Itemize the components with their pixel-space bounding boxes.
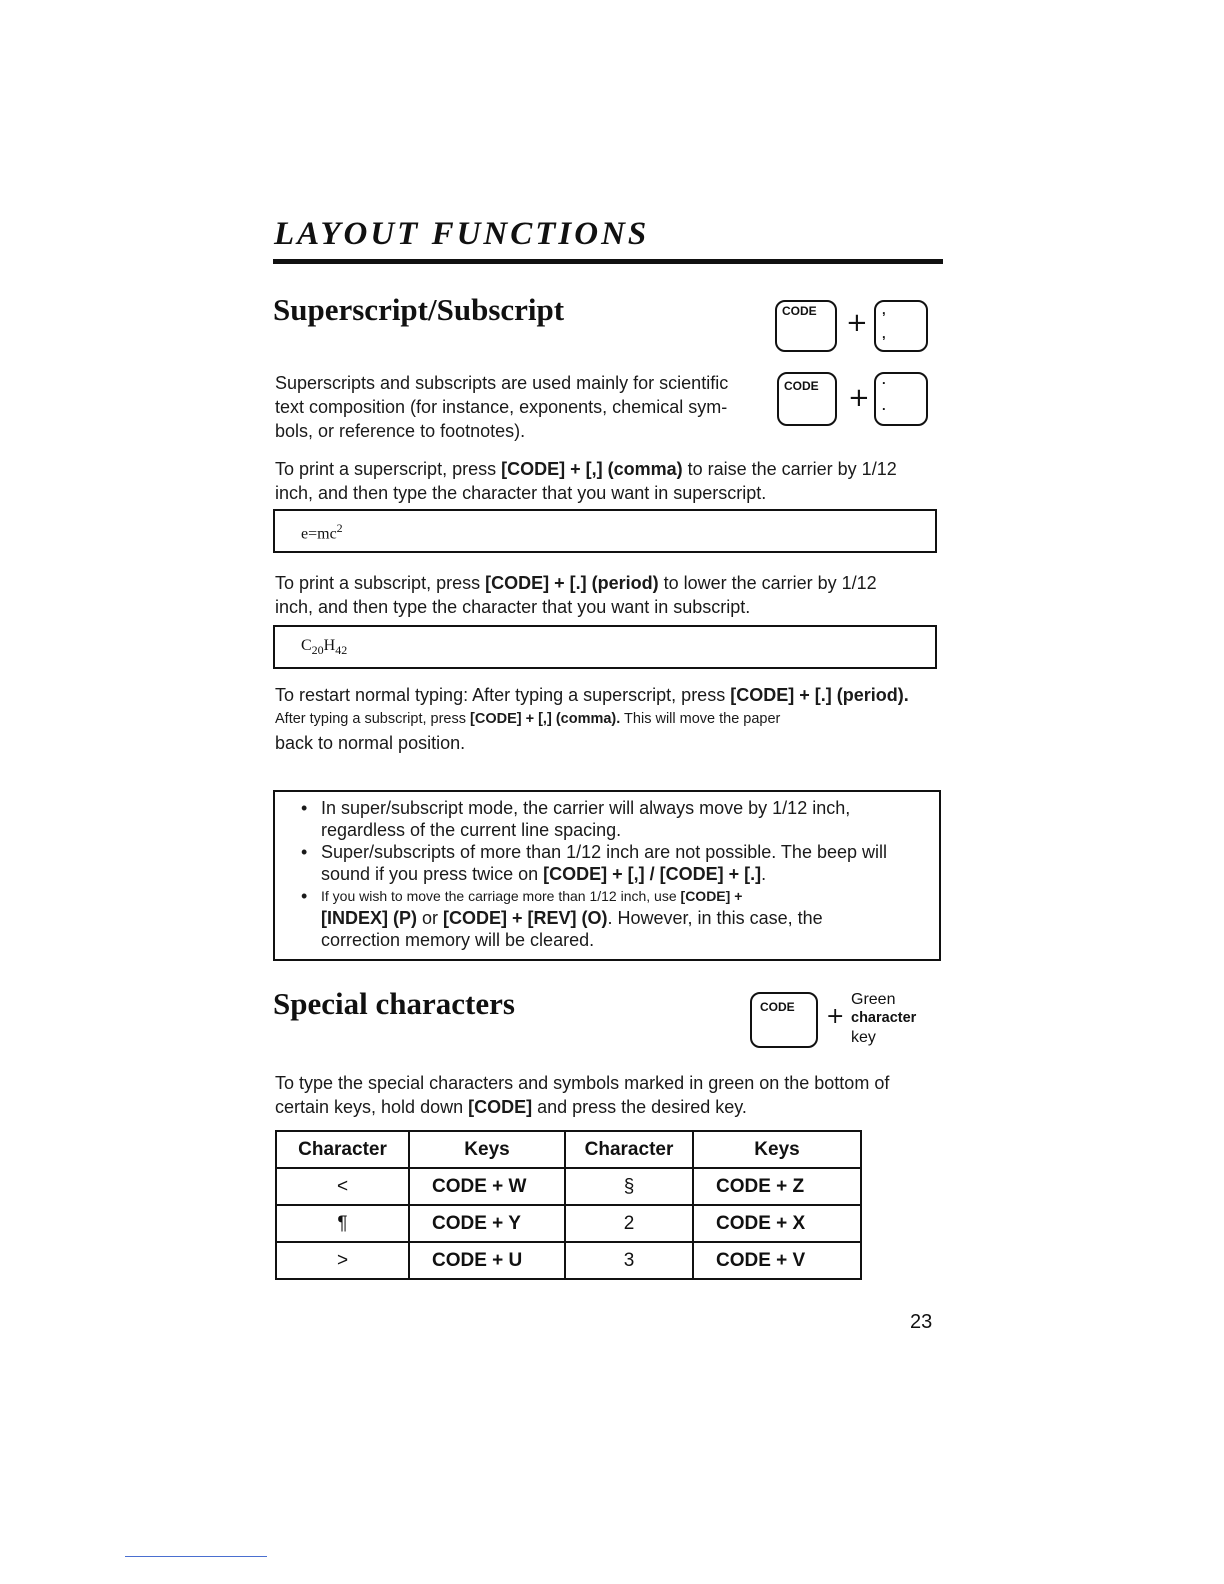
bottom-rule bbox=[125, 1556, 267, 1557]
table-cell: § bbox=[565, 1168, 693, 1205]
code-key-label: CODE bbox=[782, 304, 817, 318]
super-instr-line2: inch, and then type the character that you want in superscript. bbox=[275, 483, 767, 503]
super-instr-pre: To print a superscript, press bbox=[275, 459, 502, 479]
intro-line-3: bols, or reference to footnotes). bbox=[275, 421, 526, 441]
comma-key-icon bbox=[874, 300, 928, 352]
period-key-glyph-bottom: . bbox=[882, 398, 886, 413]
table-cell: CODE + V bbox=[693, 1242, 861, 1279]
restart-line3: back to normal position. bbox=[275, 733, 466, 753]
period-key-icon bbox=[874, 372, 928, 426]
example-c: C bbox=[301, 637, 312, 654]
code-key-label-2: CODE bbox=[784, 379, 819, 393]
section-title: LAYOUT FUNCTIONS bbox=[274, 216, 650, 252]
sub-instr-post: to lower the carrier by 1/12 bbox=[658, 573, 877, 593]
subscript-instruction bbox=[275, 571, 945, 619]
note2-line1: • Super/subscripts of more than 1/12 inch are not possible. The beep will bbox=[321, 842, 887, 862]
special-instr-line1: To type the special characters and symbols marked in green on the bottom of bbox=[275, 1073, 890, 1093]
plus-sign-3: + bbox=[826, 1004, 845, 1029]
special-instr-line2-keys: [CODE] bbox=[468, 1097, 533, 1117]
green-label-line2: character bbox=[851, 1010, 917, 1026]
special-characters-table bbox=[275, 1130, 862, 1280]
example-sup: 2 bbox=[336, 521, 343, 535]
code-key-icon bbox=[775, 300, 837, 352]
table-header-cell: Keys bbox=[693, 1131, 861, 1168]
restart-line1-keys: [CODE] + [.] (period). bbox=[730, 685, 909, 705]
table-cell: < bbox=[276, 1168, 409, 1205]
example-c-sub: 20 bbox=[311, 643, 324, 658]
superscript-example-box bbox=[273, 509, 937, 553]
note2-line2-post: . bbox=[761, 864, 767, 884]
superscript-heading: Superscript/Subscript bbox=[273, 292, 565, 327]
note2-line2-pre: sound if you press twice on bbox=[321, 864, 544, 884]
special-characters-heading: Special characters bbox=[273, 986, 515, 1021]
special-instr-line2-pre: certain keys, hold down bbox=[275, 1097, 469, 1117]
green-character-key-label bbox=[851, 990, 916, 1047]
note3-line3: correction memory will be cleared. bbox=[321, 930, 595, 950]
table-cell: 2 bbox=[565, 1205, 693, 1242]
page-number: 23 bbox=[910, 1311, 933, 1333]
intro-line-1: Superscripts and subscripts are used mainly for scientific bbox=[275, 373, 729, 393]
table-cell: CODE + U bbox=[409, 1242, 565, 1279]
table-cell: CODE + Z bbox=[693, 1168, 861, 1205]
restart-line2-post: This will move the paper bbox=[620, 711, 781, 727]
restart-line1-pre: To restart normal typing: After typing a superscript, press bbox=[275, 685, 731, 705]
table-cell: CODE + Y bbox=[409, 1205, 565, 1242]
table-header-cell: Keys bbox=[409, 1131, 565, 1168]
code-key-label-3: CODE bbox=[760, 1000, 795, 1014]
special-instruction bbox=[275, 1071, 955, 1119]
note3-line2-post: . However, in this case, the bbox=[607, 908, 823, 928]
table-cell: CODE + W bbox=[409, 1168, 565, 1205]
restart-paragraph bbox=[275, 683, 955, 755]
table-header-cell: Character bbox=[276, 1131, 409, 1168]
notes-box bbox=[273, 790, 941, 961]
restart-line2-keys: [CODE] + [,] (comma). bbox=[470, 711, 621, 727]
green-label-line1: Green bbox=[851, 991, 896, 1008]
intro-line-2: text composition (for instance, exponents, chemical sym- bbox=[275, 397, 728, 417]
table-cell: ¶ bbox=[276, 1205, 409, 1242]
title-rule bbox=[273, 259, 943, 264]
note3-line1-keys: [CODE] + bbox=[680, 888, 743, 904]
super-instr-keys: [CODE] + [,] (comma) bbox=[501, 459, 683, 479]
notes-list bbox=[297, 797, 917, 951]
note2-line2-keys: [CODE] + [,] / [CODE] + [.] bbox=[543, 864, 762, 884]
sub-instr-keys: [CODE] + [.] (period) bbox=[485, 573, 659, 593]
intro-paragraph bbox=[275, 371, 775, 443]
super-instr-post: to raise the carrier by 1/12 bbox=[682, 459, 897, 479]
sub-instr-line2: inch, and then type the character that you want in subscript. bbox=[275, 597, 751, 617]
note1-line1: • In super/subscript mode, the carrier will always move by 1/12 inch, bbox=[321, 798, 851, 818]
table-cell: > bbox=[276, 1242, 409, 1279]
subscript-example-box bbox=[273, 625, 937, 669]
note3-line2-keys2: [CODE] + [REV] (O) bbox=[443, 908, 608, 928]
table-cell: 3 bbox=[565, 1242, 693, 1279]
plus-sign: + bbox=[846, 308, 868, 338]
period-key-glyph-top: . bbox=[882, 372, 886, 387]
note1-line2: regardless of the current line spacing. bbox=[321, 820, 622, 840]
green-label-line3: key bbox=[851, 1029, 876, 1046]
example-h: H bbox=[323, 637, 336, 654]
note-item-3 bbox=[297, 885, 917, 951]
special-instr-line2-post: and press the desired key. bbox=[532, 1097, 747, 1117]
table-row bbox=[276, 1205, 861, 1242]
sub-instr-pre: To print a subscript, press bbox=[275, 573, 486, 593]
note-item-1 bbox=[297, 797, 917, 841]
example-base: e=mc bbox=[301, 525, 337, 543]
plus-sign-2: + bbox=[848, 383, 870, 413]
comma-key-glyph-top: , bbox=[882, 302, 886, 317]
superscript-example bbox=[301, 521, 343, 543]
table-cell: CODE + X bbox=[693, 1205, 861, 1242]
table-row bbox=[276, 1242, 861, 1279]
note-item-2 bbox=[297, 841, 917, 885]
comma-key-glyph-bottom: , bbox=[882, 326, 886, 341]
note3-line1-pre: If you wish to move the carriage more than 1/12 inch, use bbox=[321, 888, 681, 904]
code-key-icon-3 bbox=[750, 992, 818, 1048]
table-row bbox=[276, 1168, 861, 1205]
note3-line2-mid: or bbox=[417, 908, 444, 928]
table-header-row bbox=[276, 1131, 861, 1168]
example-h-sub: 42 bbox=[335, 643, 348, 658]
restart-line2-pre: After typing a subscript, press bbox=[275, 711, 471, 727]
code-key-icon-2 bbox=[777, 372, 837, 426]
subscript-example bbox=[301, 637, 347, 658]
superscript-instruction bbox=[275, 457, 945, 505]
table-header-cell: Character bbox=[565, 1131, 693, 1168]
note3-line2-keys1: [INDEX] (P) bbox=[321, 908, 417, 928]
